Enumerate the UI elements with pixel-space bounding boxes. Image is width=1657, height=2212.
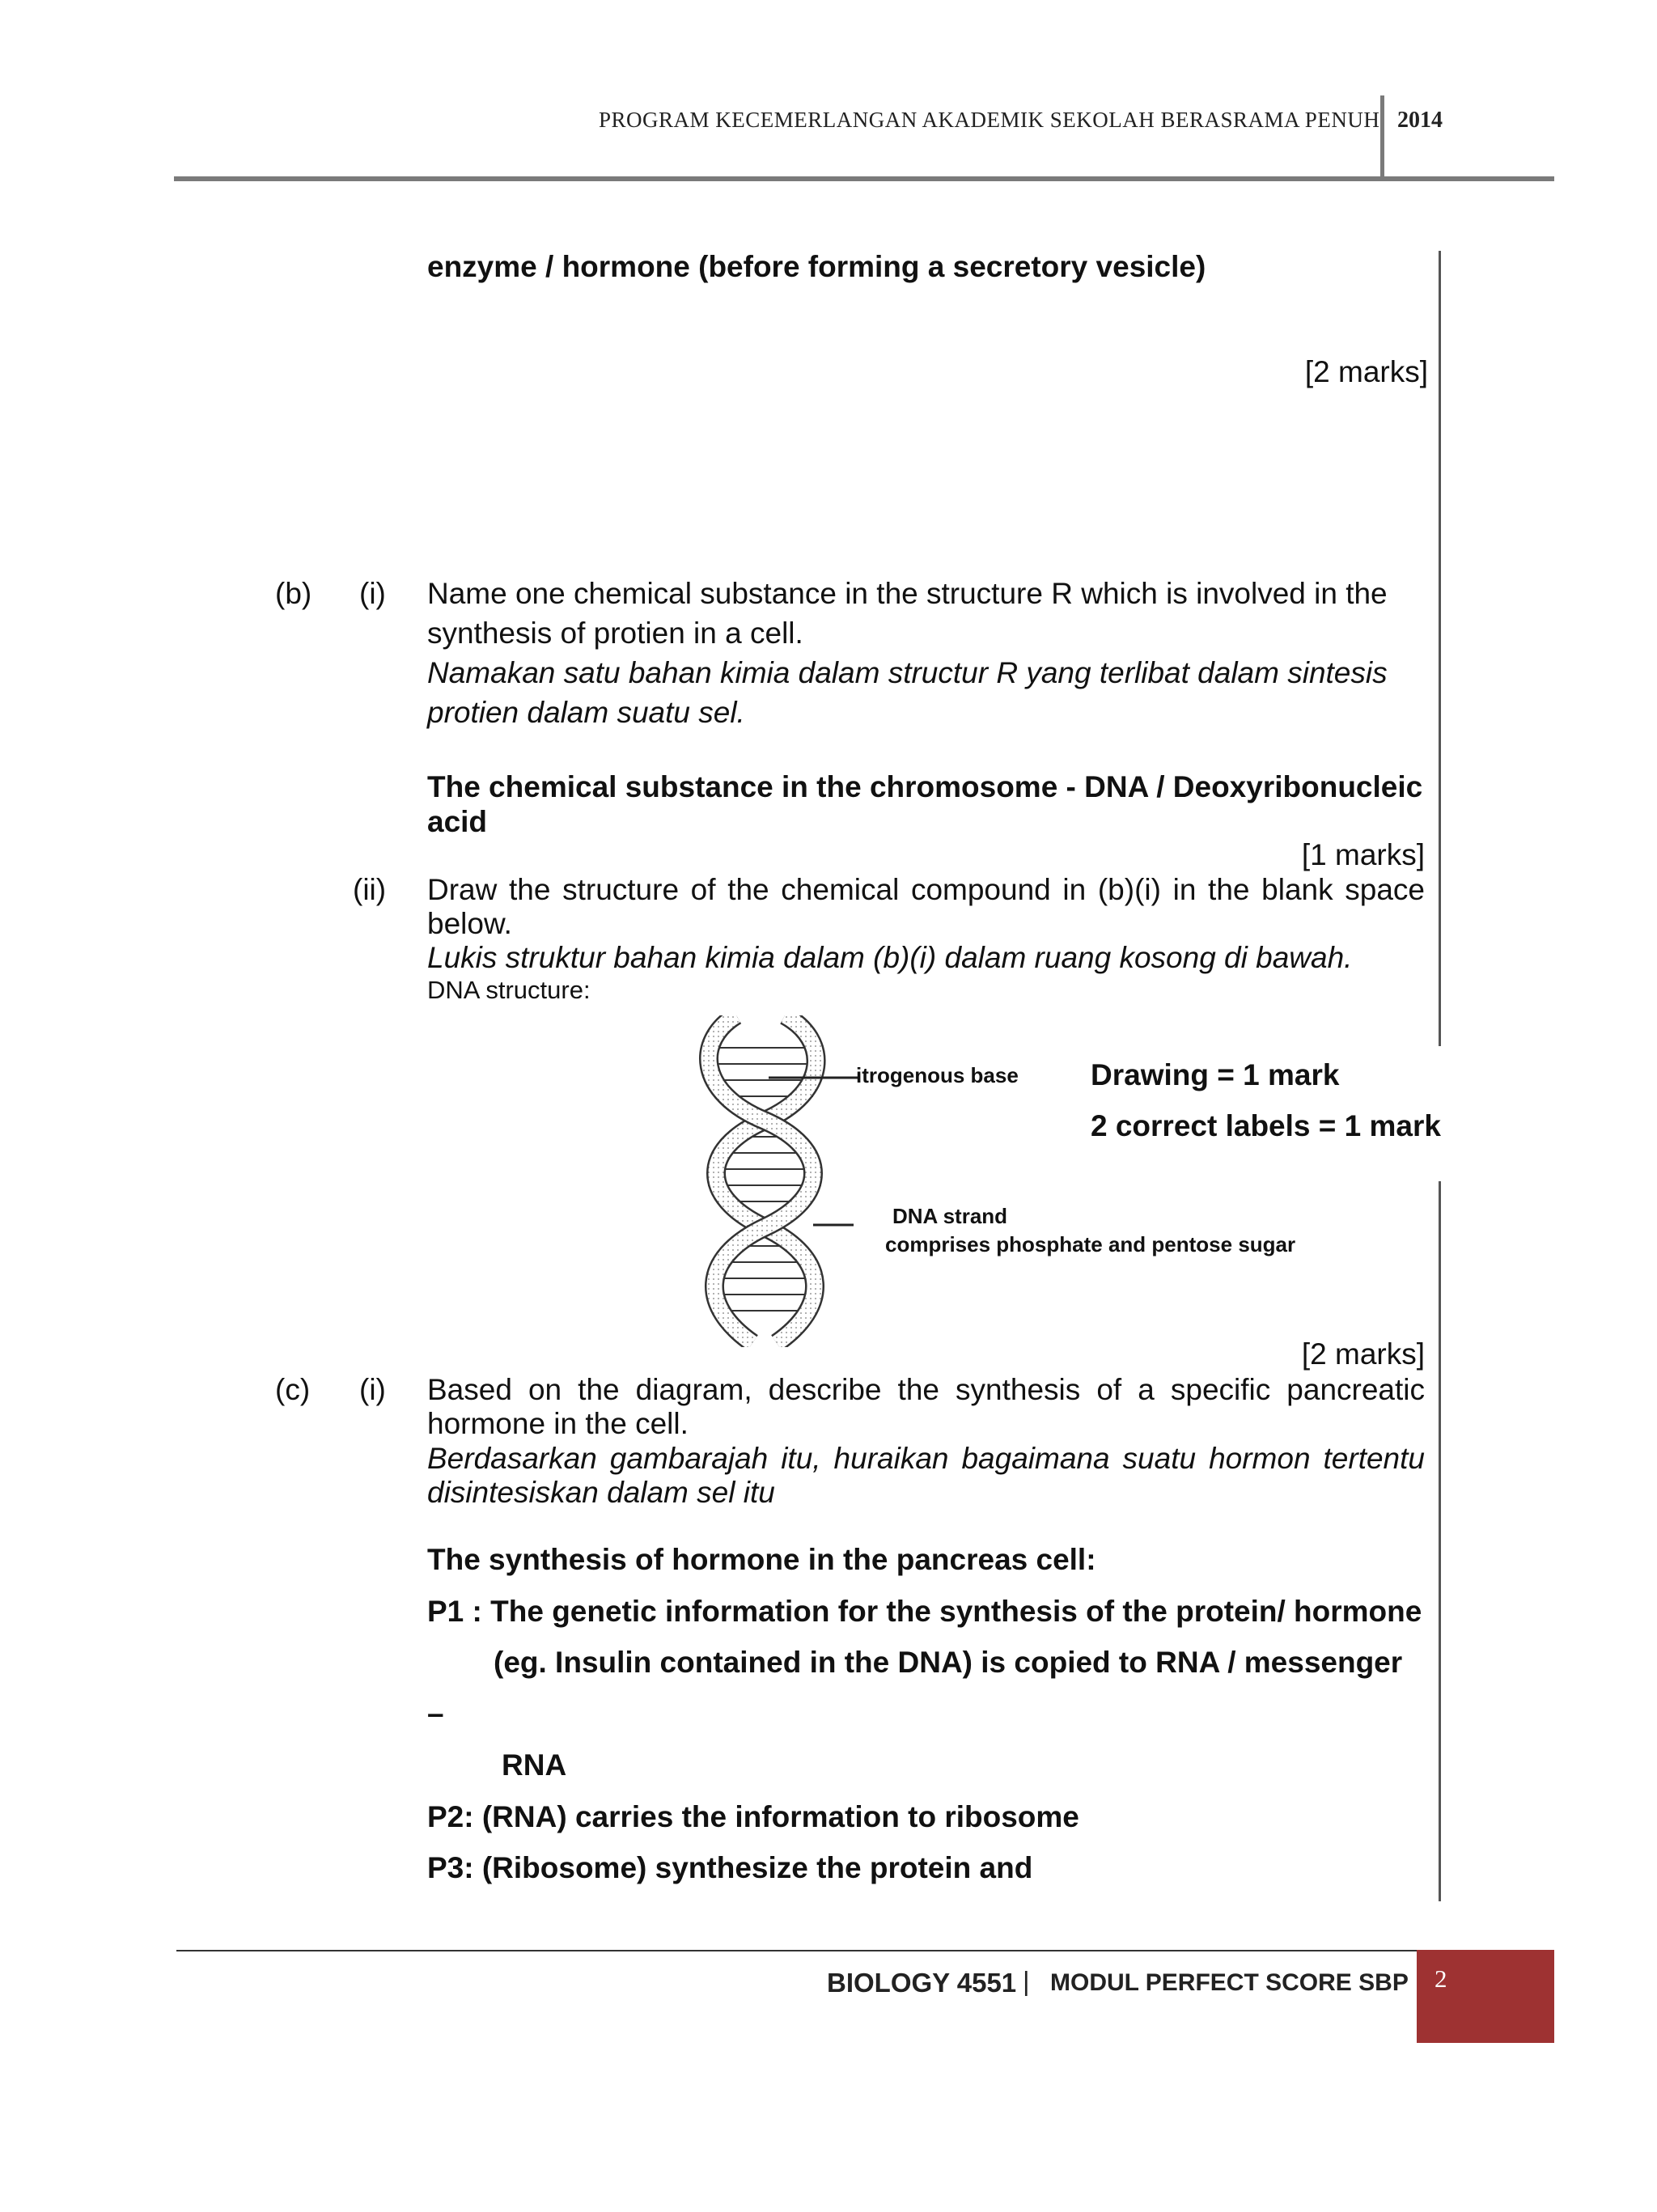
part-c-answer-p1-line3: RNA	[502, 1748, 567, 1782]
part-b-i-answer-line1: The chemical substance in the chromosome - DNA / Deoxyribonucleic	[427, 770, 1423, 803]
part-b-i-question-line1: Name one chemical substance in the structure R which is involved in the	[427, 577, 1388, 610]
dna-structure-caption: DNA structure:	[427, 976, 591, 1004]
part-c-answer-heading: The synthesis of hormone in the pancreas cell:	[427, 1543, 1096, 1576]
drawing-mark-note: Drawing = 1 mark	[1091, 1058, 1340, 1091]
footer-module: MODUL PERFECT SCORE SBP	[1050, 1969, 1409, 1996]
footer-rule	[176, 1950, 1553, 1951]
part-c-answer-p1-line2: (eg. Insulin contained in the DNA) is copied to RNA / messenger	[494, 1646, 1403, 1679]
footer-page-box	[1417, 1950, 1554, 2043]
dna-helix-image	[688, 1015, 874, 1347]
part-b-i-marks: [1 marks]	[1301, 838, 1425, 871]
part-b-ii-question-line2: below.	[427, 907, 512, 940]
part-b-label: (b)	[275, 577, 312, 610]
part-a-answer-tail: enzyme / hormone (before forming a secretory vesicle)	[427, 250, 1206, 283]
label-dna-strand-detail: comprises phosphate and pentose sugar	[885, 1232, 1296, 1256]
label-nitrogenous-base: itrogenous base	[856, 1063, 1019, 1087]
margin-line-lower	[1439, 1181, 1441, 1901]
part-b-i-answer-line2: acid	[427, 805, 488, 838]
part-c-label: (c)	[275, 1373, 311, 1406]
part-b-i-number: (i)	[359, 577, 386, 610]
footer-page-number: 2	[1435, 1964, 1447, 1993]
footer-separator: |	[1023, 1966, 1030, 1996]
part-b-ii-marks: [2 marks]	[1301, 1337, 1425, 1371]
part-c-answer-p1-dash: –	[427, 1697, 444, 1730]
footer-subject: BIOLOGY 4551	[827, 1968, 1017, 1998]
part-c-i-number: (i)	[359, 1373, 386, 1406]
labels-mark-note: 2 correct labels = 1 mark	[1091, 1109, 1441, 1142]
part-b-ii-malay: Lukis struktur bahan kimia dalam (b)(i) dalam ruang kosong di bawah.	[427, 941, 1353, 974]
label-dna-strand: DNA strand	[892, 1204, 1008, 1228]
part-b-i-question-line2: synthesis of protien in a cell.	[427, 617, 803, 650]
header-divider-vertical	[1380, 95, 1384, 176]
header-rule	[174, 176, 1554, 181]
part-c-i-question-line1: Based on the diagram, describe the synthesis of a specific pancreatic	[427, 1373, 1425, 1406]
part-c-i-question-line2: hormone in the cell.	[427, 1407, 689, 1440]
header-program-title: PROGRAM KECEMERLANGAN AKADEMIK SEKOLAH BERASRAMA PENUH	[599, 108, 1380, 132]
header-year: 2014	[1397, 108, 1443, 133]
part-b-i-malay-line2: protien dalam suatu sel.	[427, 696, 745, 729]
part-c-answer-p1-line1: P1 : The genetic information for the synthesis of the protein/ hormone	[427, 1595, 1422, 1628]
part-b-ii-question-line1: Draw the structure of the chemical compound in (b)(i) in the blank space	[427, 873, 1425, 906]
part-b-i-malay-line1: Namakan satu bahan kimia dalam structur R yang terlibat dalam sintesis	[427, 656, 1388, 689]
part-b-ii-number: (ii)	[353, 873, 387, 906]
part-c-answer-p2: P2: (RNA) carries the information to ribosome	[427, 1800, 1079, 1833]
part-c-i-malay-line1: Berdasarkan gambarajah itu, huraikan bagaimana suatu hormon tertentu	[427, 1442, 1425, 1475]
part-a-marks: [2 marks]	[1304, 355, 1428, 388]
margin-line-upper	[1439, 251, 1441, 1046]
part-c-i-malay-line2: disintesiskan dalam sel itu	[427, 1476, 775, 1509]
part-c-answer-p3: P3: (Ribosome) synthesize the protein and	[427, 1851, 1033, 1884]
